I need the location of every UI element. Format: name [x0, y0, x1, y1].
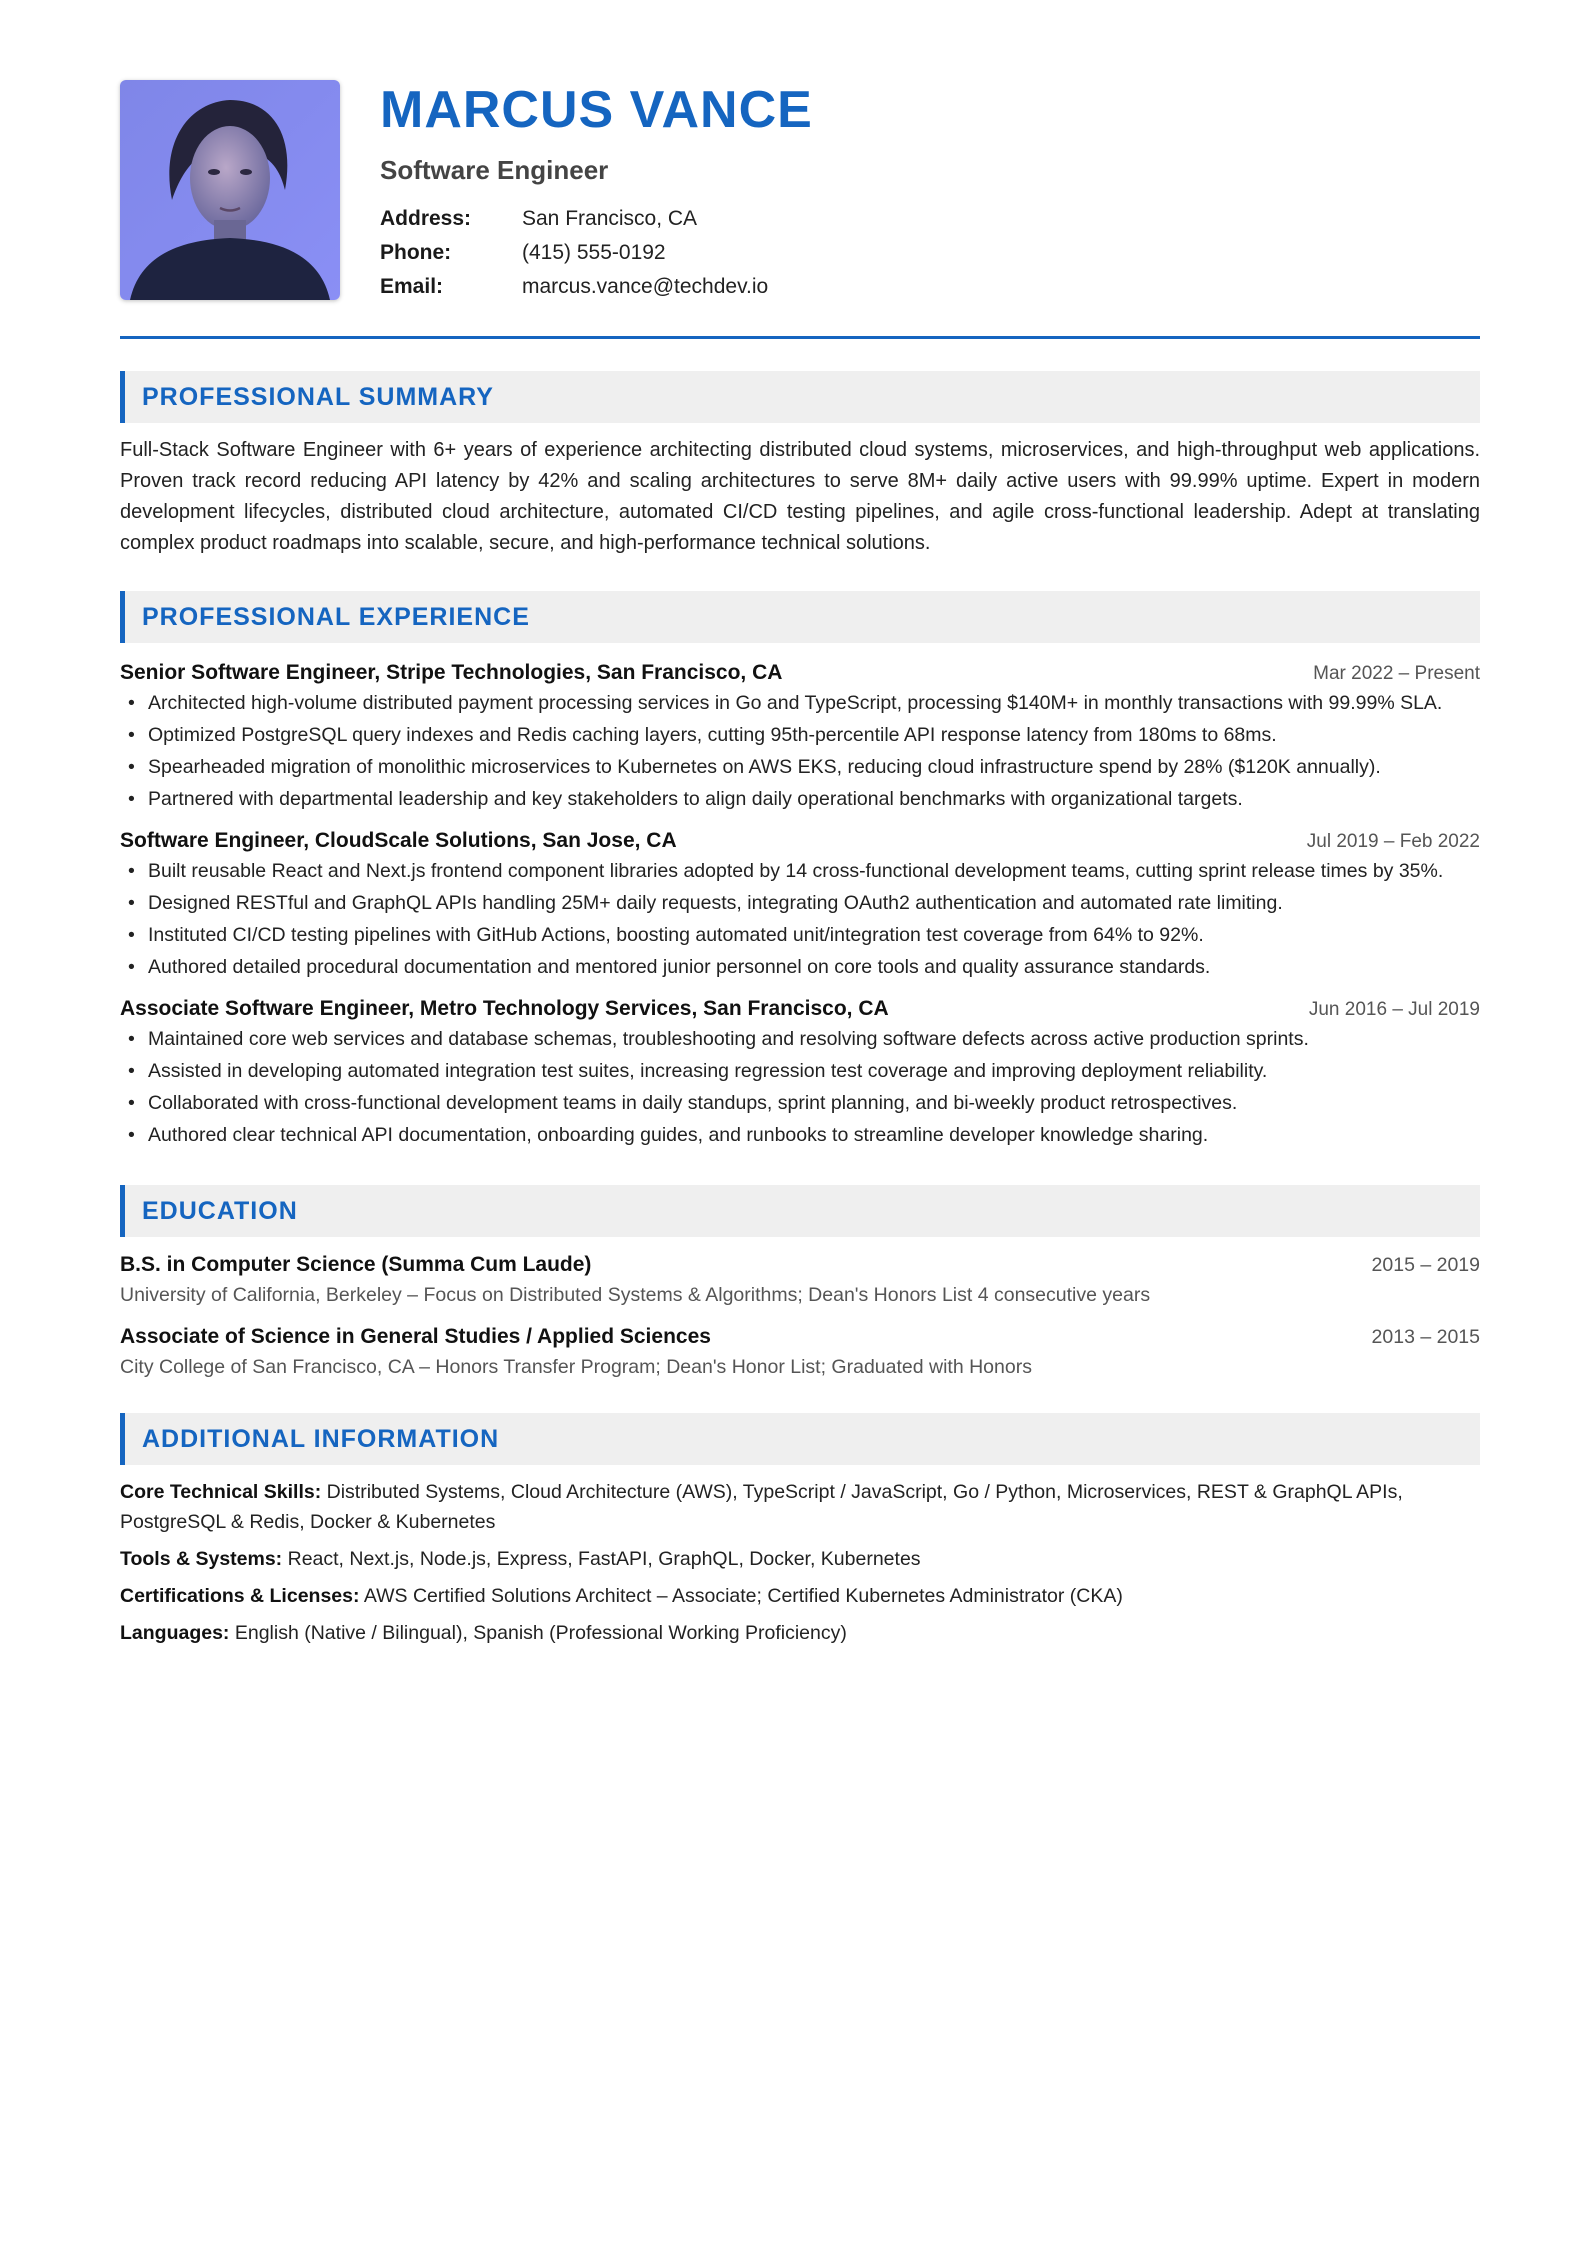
additional-label: Core Technical Skills: — [120, 1481, 322, 1503]
education-entry — [120, 1253, 1480, 1309]
bullet-item: • Assisted in developing automated integration test suites, increasing regression test coverage and improving deployment reliability. — [120, 1057, 1480, 1085]
bullet-item: • Maintained core web services and database schemas, troubleshooting and resolving software defects across active production sprints. — [120, 1025, 1480, 1053]
job-entry — [120, 997, 1480, 1149]
job-dates: Jul 2019 – Feb 2022 — [1306, 831, 1480, 852]
additional-item — [120, 1477, 1480, 1537]
profile-photo — [120, 80, 340, 300]
additional-item — [120, 1544, 1480, 1574]
contact-value: San Francisco, CA — [522, 207, 698, 231]
contact-value: marcus.vance@techdev.io — [522, 275, 769, 299]
contact-value: (415) 555-0192 — [522, 241, 666, 265]
section-title: PROFESSIONAL EXPERIENCE — [142, 602, 530, 631]
job-bullets — [120, 689, 1480, 813]
job-dates: Jun 2016 – Jul 2019 — [1308, 999, 1480, 1020]
header-info — [380, 80, 813, 304]
job-header — [120, 661, 1480, 685]
additional-label: Certifications & Licenses: — [120, 1585, 360, 1607]
bullet-item: • Built reusable React and Next.js frontend component libraries adopted by 14 cross-functional development teams, cutting sprint release times by 35%. — [120, 857, 1480, 885]
candidate-title: Software Engineer — [380, 155, 609, 186]
job-role: Software Engineer, CloudScale Solutions, San Jose, CA — [120, 829, 677, 852]
additional-item — [120, 1618, 1480, 1648]
summary-text: Full-Stack Software Engineer with 6+ years of experience architecting distributed cloud systems, microservices, and high-throughput web applications. Proven track record reducing API latency by 42% and scaling architectures to serve 8M+ daily active users with 99.99% uptime. Expert in modern development lifecycles, distributed cloud architecture, automated CI/CD testing pipelines, and agile cross-functional leadership. Adept at translating complex product roadmaps into scalable, secure, and high-performance technical solutions. — [120, 439, 1480, 554]
bullet-item: • Optimized PostgreSQL query indexes and Redis caching layers, cutting 95th-percentile API response latency from 180ms to 68ms. — [120, 721, 1480, 749]
education-dates: 2015 – 2019 — [1371, 1254, 1480, 1276]
education-dates: 2013 – 2015 — [1371, 1326, 1480, 1348]
additional-value: React, Next.js, Node.js, Express, FastAPI, GraphQL, Docker, Kubernetes — [287, 1548, 921, 1570]
contact-phone — [380, 236, 813, 270]
bullet-item: • Designed RESTful and GraphQL APIs handling 25M+ daily requests, integrating OAuth2 authentication and automated rate limiting. — [120, 889, 1480, 917]
job-role: Associate Software Engineer, Metro Technology Services, San Francisco, CA — [120, 997, 889, 1020]
additional-item — [120, 1581, 1480, 1611]
education-header — [120, 1253, 1480, 1277]
section-header-experience — [120, 591, 1480, 643]
contact-email — [380, 270, 813, 304]
contact-label: Phone: — [380, 241, 452, 265]
education-entry — [120, 1325, 1480, 1381]
contact-address — [380, 202, 813, 236]
job-header — [120, 997, 1480, 1021]
header-divider — [120, 336, 1480, 339]
education-degree: B.S. in Computer Science (Summa Cum Laude) — [120, 1253, 592, 1276]
education-degree: Associate of Science in General Studies / Applied Sciences — [120, 1325, 711, 1348]
bullet-item: • Instituted CI/CD testing pipelines with GitHub Actions, boosting automated unit/integration test coverage from 64% to 92%. — [120, 921, 1480, 949]
additional-value: AWS Certified Solutions Architect – Associate; Certified Kubernetes Administrator (CKA) — [363, 1585, 1123, 1607]
additional-value: English (Native / Bilingual), Spanish (Professional Working Proficiency) — [234, 1622, 847, 1644]
bullet-item: • Partnered with departmental leadership and key stakeholders to align daily operational benchmarks with organizational targets. — [120, 785, 1480, 813]
section-title: ADDITIONAL INFORMATION — [142, 1424, 500, 1453]
education-header — [120, 1325, 1480, 1349]
bullet-item: • Collaborated with cross-functional development teams in daily standups, sprint planning, and bi-weekly product retrospectives. — [120, 1089, 1480, 1117]
contact-details — [380, 202, 813, 304]
job-dates: Mar 2022 – Present — [1313, 663, 1480, 684]
bullet-item: • Authored clear technical API documentation, onboarding guides, and runbooks to streamline developer knowledge sharing. — [120, 1121, 1480, 1149]
additional-label: Tools & Systems: — [120, 1548, 283, 1570]
education-list — [120, 1253, 1480, 1381]
job-role: Senior Software Engineer, Stripe Technologies, San Francisco, CA — [120, 661, 783, 684]
additional-label: Languages: — [120, 1622, 230, 1644]
section-title: PROFESSIONAL SUMMARY — [142, 382, 494, 411]
job-header — [120, 829, 1480, 853]
contact-label: Email: — [380, 275, 444, 299]
education-detail: University of California, Berkeley – Focus on Distributed Systems & Algorithms; Dean's Honors List 4 consecutive years — [120, 1284, 1151, 1306]
job-entry — [120, 829, 1480, 981]
job-bullets — [120, 1025, 1480, 1149]
section-header-education — [120, 1185, 1480, 1237]
section-header-additional — [120, 1413, 1480, 1465]
candidate-name: MARCUS VANCE — [380, 81, 813, 139]
section-header-summary — [120, 371, 1480, 423]
experience-list — [120, 661, 1480, 1149]
additional-value: Distributed Systems, Cloud Architecture (AWS), TypeScript / JavaScript, Go / Python, Microservices, REST & GraphQL APIs, PostgreSQL & Redis, Docker & Kubernetes — [120, 1481, 1403, 1533]
bullet-item: • Architected high-volume distributed payment processing services in Go and TypeScript, processing $140M+ in monthly transactions with 99.99% SLA. — [120, 689, 1480, 717]
resume-header — [120, 80, 1480, 300]
section-title: EDUCATION — [142, 1196, 298, 1225]
job-bullets — [120, 857, 1480, 981]
bullet-item: • Spearheaded migration of monolithic microservices to Kubernetes on AWS EKS, reducing cloud infrastructure spend by 28% ($120K annually). — [120, 753, 1480, 781]
bullet-item: • Authored detailed procedural documentation and mentored junior personnel on core tools and quality assurance standards. — [120, 953, 1480, 981]
job-entry — [120, 661, 1480, 813]
contact-label: Address: — [380, 207, 472, 231]
additional-list — [120, 1477, 1480, 1648]
education-detail: City College of San Francisco, CA – Honors Transfer Program; Dean's Honor List; Graduated with Honors — [120, 1356, 1032, 1378]
